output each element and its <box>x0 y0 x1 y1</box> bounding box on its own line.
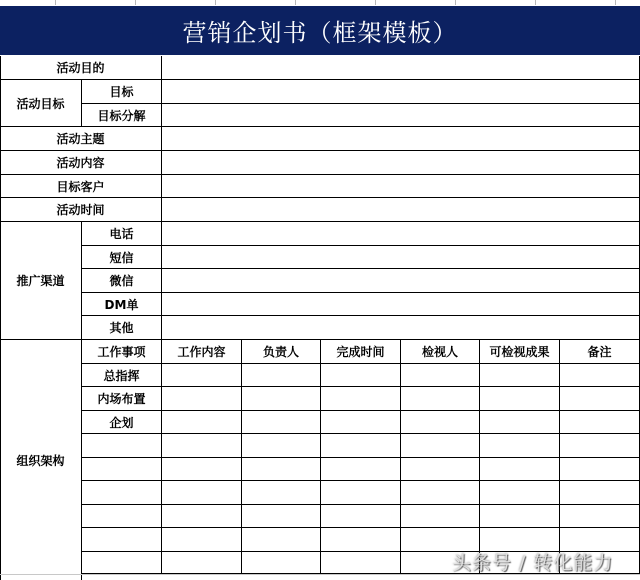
org-cell[interactable] <box>321 387 401 411</box>
org-cell[interactable] <box>401 481 480 505</box>
page-title: 营销企划书（框架模板） <box>0 6 640 55</box>
org-cell[interactable] <box>560 411 640 434</box>
value-target-breakdown[interactable] <box>162 104 640 127</box>
org-cell[interactable] <box>162 458 242 481</box>
org-item: 内场布置 <box>82 387 162 411</box>
org-cell[interactable] <box>560 505 640 528</box>
org-cell[interactable] <box>560 364 640 387</box>
org-cell[interactable] <box>401 505 480 528</box>
org-header: 工作内容 <box>162 340 242 364</box>
org-cell[interactable] <box>480 458 560 481</box>
label-target-group: 活动目标 <box>0 80 82 127</box>
org-item <box>82 458 162 481</box>
org-item <box>82 505 162 528</box>
label-channel: DM单 <box>82 293 162 316</box>
org-cell[interactable] <box>480 505 560 528</box>
org-cell[interactable] <box>560 387 640 411</box>
label-org-group: 组织架构 <box>0 340 82 580</box>
label-content: 活动内容 <box>0 151 162 175</box>
label-theme: 活动主题 <box>0 127 162 151</box>
org-cell[interactable] <box>560 458 640 481</box>
org-cell[interactable] <box>560 434 640 458</box>
value-customers[interactable] <box>162 175 640 198</box>
org-header: 检视人 <box>401 340 480 364</box>
org-cell[interactable] <box>480 364 560 387</box>
label-customers: 目标客户 <box>0 175 162 198</box>
org-cell[interactable] <box>242 458 321 481</box>
org-cell[interactable] <box>321 458 401 481</box>
value-channel[interactable] <box>162 293 640 316</box>
org-cell[interactable] <box>321 411 401 434</box>
label-channel: 短信 <box>82 246 162 269</box>
value-channel[interactable] <box>162 246 640 269</box>
org-grid[interactable] <box>162 364 640 574</box>
org-cell[interactable] <box>321 481 401 505</box>
org-header: 负责人 <box>242 340 321 364</box>
org-cell[interactable] <box>480 481 560 505</box>
org-cell[interactable] <box>242 387 321 411</box>
org-cell[interactable] <box>162 481 242 505</box>
label-target-breakdown: 目标分解 <box>82 104 162 127</box>
form-grid <box>0 56 640 580</box>
value-channel[interactable] <box>162 269 640 293</box>
org-cell[interactable] <box>242 528 321 552</box>
org-cell[interactable] <box>242 505 321 528</box>
org-cell[interactable] <box>401 458 480 481</box>
org-cell[interactable] <box>401 434 480 458</box>
org-cell[interactable] <box>401 411 480 434</box>
org-cell[interactable] <box>162 434 242 458</box>
org-item: 企划 <box>82 411 162 434</box>
org-item <box>82 481 162 505</box>
org-cell[interactable] <box>321 505 401 528</box>
org-cell[interactable] <box>242 364 321 387</box>
value-theme[interactable] <box>162 127 640 151</box>
org-cell[interactable] <box>242 481 321 505</box>
org-header: 完成时间 <box>321 340 401 364</box>
org-header: 可检视成果 <box>480 340 560 364</box>
value-channel[interactable] <box>162 316 640 340</box>
org-cell[interactable] <box>242 434 321 458</box>
org-cell[interactable] <box>321 528 401 552</box>
org-cell[interactable] <box>162 552 242 574</box>
org-item <box>82 552 162 574</box>
org-cell[interactable] <box>162 364 242 387</box>
org-cell[interactable] <box>321 552 401 574</box>
org-header: 备注 <box>560 340 640 364</box>
value-channel[interactable] <box>162 222 640 246</box>
org-cell[interactable] <box>162 411 242 434</box>
org-cell[interactable] <box>560 481 640 505</box>
org-cell[interactable] <box>162 387 242 411</box>
label-target: 目标 <box>82 80 162 104</box>
label-channels-group: 推广渠道 <box>0 222 82 340</box>
org-item: 总指挥 <box>82 364 162 387</box>
value-content[interactable] <box>162 151 640 175</box>
value-target[interactable] <box>162 80 640 104</box>
org-header: 工作事项 <box>82 340 162 364</box>
org-item <box>82 434 162 458</box>
org-cell[interactable] <box>321 364 401 387</box>
label-channel: 微信 <box>82 269 162 293</box>
org-cell[interactable] <box>480 434 560 458</box>
org-cell[interactable] <box>321 434 401 458</box>
org-cell[interactable] <box>242 411 321 434</box>
watermark: 头条号 / 转化能力 <box>452 552 614 574</box>
org-cell[interactable] <box>162 528 242 552</box>
org-cell[interactable] <box>480 411 560 434</box>
label-purpose: 活动目的 <box>0 56 162 80</box>
org-cell[interactable] <box>401 387 480 411</box>
org-cell[interactable] <box>242 552 321 574</box>
label-channel: 其他 <box>82 316 162 340</box>
org-cell[interactable] <box>480 387 560 411</box>
value-purpose[interactable] <box>162 56 640 80</box>
value-time[interactable] <box>162 198 640 222</box>
org-cell[interactable] <box>162 505 242 528</box>
org-cell[interactable] <box>401 364 480 387</box>
org-item <box>82 528 162 552</box>
label-channel: 电话 <box>82 222 162 246</box>
label-time: 活动时间 <box>0 198 162 222</box>
